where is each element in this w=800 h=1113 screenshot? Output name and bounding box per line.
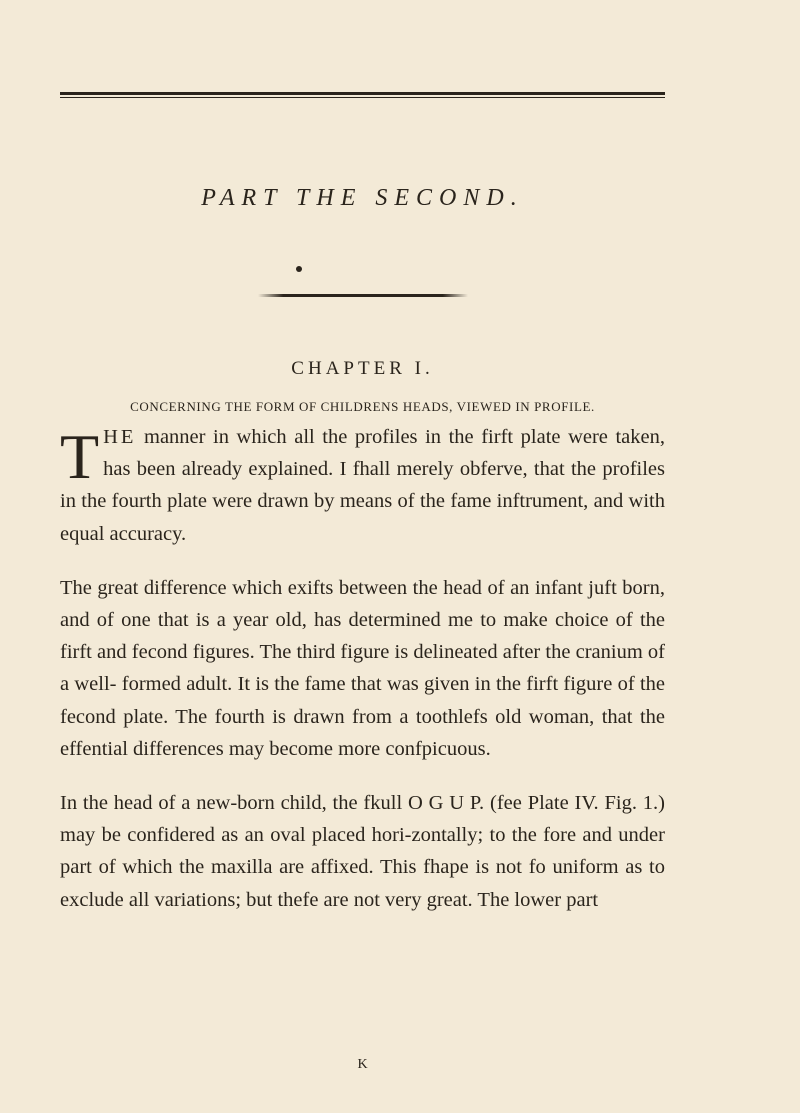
first-word: HE xyxy=(103,426,137,448)
paragraph-2: The great difference which exifts between the head of an infant juft born, and of one that is a year old, has determined me to make choice of the firft and fecond figures. The third figure is delineated after the cranium of a well- formed adult. It is the fame that was given in the firft figure of the fecond plate. The fourth is drawn from a toothlefs old woman, that the effential differences may become more confpicuous. xyxy=(60,576,665,760)
section-rule xyxy=(258,294,468,297)
paragraph-3: In the head of a new-born child, the fkull O G U P. (fee Plate IV. Fig. 1.) may be confidered as an oval placed hori-zontally; to the fore and under part of which the maxilla are affixed. This fhape is not fo uniform as to exclude all variations; but thefe are not very great. The lower part xyxy=(60,792,665,911)
top-rule xyxy=(60,92,665,95)
top-rule-thin xyxy=(60,97,665,98)
signature-mark: K xyxy=(357,1057,368,1072)
chapter-heading: CHAPTER I. xyxy=(291,358,434,379)
paragraph-1-text: manner in which all the profiles in the firft plate were taken, has been already explained. I fhall merely obferve, that the profiles in the fourth plate were drawn by means of the fame inftrument, and with equal accuracy. xyxy=(60,426,665,545)
chapter-subtitle: CONCERNING THE FORM OF CHILDRENS HEADS, VIEWED IN PROFILE. xyxy=(130,399,595,414)
body-text xyxy=(60,421,665,938)
part-title: PART THE SECOND. xyxy=(201,185,524,211)
paragraph-1 xyxy=(60,421,665,550)
drop-cap: T xyxy=(60,421,100,492)
ornament-dot xyxy=(296,266,302,272)
